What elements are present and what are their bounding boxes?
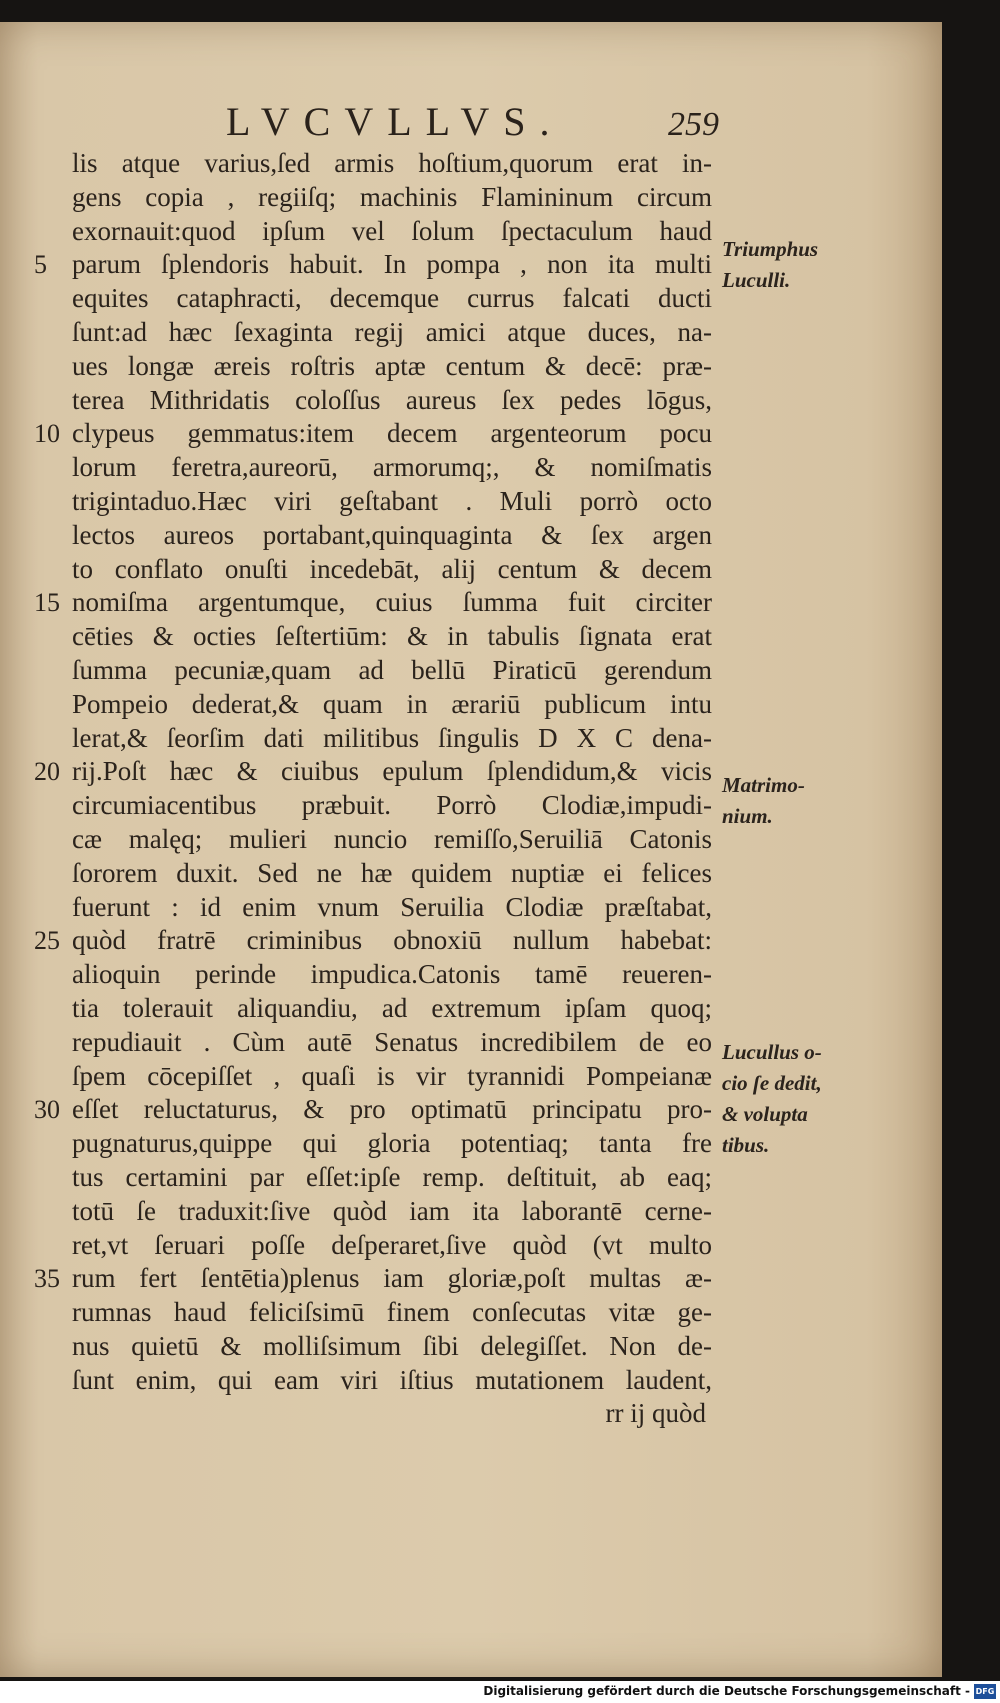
text-line: Pompeio dederat,& quam in ærariū publicum intu <box>72 688 712 719</box>
line-number: 10 <box>34 419 60 448</box>
marginal-note-lucullus <box>722 1037 852 1161</box>
note-line: cio ſe dedit, <box>722 1071 822 1095</box>
running-title: LVCVLLVS. <box>226 99 564 144</box>
text-line: ſpem cōcepiſſet , quaſi is vir tyrannidi Pompeianæ <box>72 1060 712 1091</box>
text-line: rumnas haud feliciſsimū finem conſecutas vitæ ge- <box>72 1297 712 1328</box>
text-line: tus certamini par eſſet:ipſe remp. deſtituit, ab eaq; <box>72 1161 712 1192</box>
funding-credit: Digitalisierung gefördert durch die Deutsche Forschungsgemeinschaft - <box>483 1684 970 1698</box>
text-line: rum fert ſentētia)plenus iam gloriæ,poſt multas æ- <box>72 1263 712 1294</box>
text-line: totū ſe traduxit:ſive quòd iam ita laborantē cerne- <box>72 1195 712 1226</box>
note-line: Triumphus <box>722 237 819 261</box>
line-number: 15 <box>34 588 60 617</box>
text-line: lerat,& ſeorſim dati militibus ſingulis D X C dena- <box>72 722 712 753</box>
line-number: 5 <box>34 250 47 279</box>
text-line: pugnaturus,quippe qui gloria potentiaq; tanta fre <box>72 1128 712 1159</box>
book-page <box>0 22 942 1677</box>
page-number: 259 <box>668 106 719 143</box>
text-line: eſſet reluctaturus, & pro optimatū principatu pro- <box>72 1094 712 1125</box>
text-line: clypeus gemmatus:item decem argenteorum pocu <box>72 418 712 449</box>
text-line: to conflato onuſti incedebāt, alij centum & decem <box>72 553 712 584</box>
text-line: ſunt:ad hæc ſexaginta regij amici atque duces, na- <box>72 316 712 347</box>
text-line: cæ malęq; mulieri nuncio remiſſo,Seruiliā Catonis <box>72 823 712 854</box>
text-line: lorum feretra,aureorū, armorumq;, & nomiſmatis <box>72 452 712 483</box>
line-number: 20 <box>34 757 60 786</box>
text-line: ues longæ æreis roſtris aptæ centum & decē: præ- <box>72 350 712 381</box>
note-line: Matrimo- <box>722 773 805 797</box>
note-line: Lucullus o- <box>722 1040 822 1064</box>
line-number-column <box>0 22 60 1522</box>
text-line: rij.Poſt hæc & ciuibus epulum ſplendidum,& vicis <box>72 756 712 787</box>
line-number: 25 <box>34 926 60 955</box>
text-line: trigintaduo.Hæc viri geſtabant . Muli porrò octo <box>72 485 712 516</box>
line-number: 30 <box>34 1095 60 1124</box>
text-line: ſumma pecuniæ,quam ad bellū Piraticū gerendum <box>72 654 712 685</box>
note-line: & volupta <box>722 1102 808 1126</box>
funding-footer <box>0 1681 1000 1703</box>
text-line: gens copia , regiiſq; machinis Flamininum circum <box>72 181 712 212</box>
text-line: tia tolerauit aliquandiu, ad extremum ipſam quoq; <box>72 992 712 1023</box>
marginal-note-matrimonium <box>722 770 852 832</box>
text-line: lis atque varius,ſed armis hoſtium,quorum erat in- <box>72 148 712 178</box>
line-number: 35 <box>34 1264 60 1293</box>
text-line: quòd fratrē criminibus obnoxiū nullum habebat: <box>72 925 712 956</box>
marginal-notes <box>722 22 852 1522</box>
text-line: ſororem duxit. Sed ne hæ quidem nuptiæ ei felices <box>72 857 712 888</box>
text-line: nomiſma argentumque, cuius ſumma fuit circiter <box>72 587 712 618</box>
marginal-note-triumphus <box>722 234 852 296</box>
dfg-logo: DFG <box>974 1684 996 1699</box>
text-line: equites cataphracti, decemque currus falcati ducti <box>72 283 712 314</box>
text-line: circumiacentibus præbuit. Porrò Clodiæ,impudi- <box>72 790 712 821</box>
text-line: nus quietū & molliſsimum ſibi delegiſſet. Non de- <box>72 1330 712 1361</box>
text-line: terea Mithridatis coloſſus aureus ſex pedes lōgus, <box>72 384 712 415</box>
text-line: repudiauit . Cùm autē Senatus incredibilem de eo <box>72 1026 712 1057</box>
text-line: exornauit:quod ipſum vel ſolum ſpectaculum haud <box>72 215 712 246</box>
catchword-line: rr ij quòd <box>605 1398 706 1429</box>
text-line: parum ſplendoris habuit. In pompa , non ita multi <box>72 249 712 280</box>
text-line: ret,vt ſeruari poſſe deſperaret,ſive quòd (vt multo <box>72 1229 712 1260</box>
text-line: fuerunt : id enim vnum Seruilia Clodiæ præſtabat, <box>72 891 712 922</box>
text-line: ſunt enim, qui eam viri iſtius mutationem laudent, <box>72 1364 712 1395</box>
note-line: nium. <box>722 804 773 828</box>
note-line: tibus. <box>722 1133 770 1157</box>
text-line: cēties & octies ſeſtertiūm: & in tabulis ſignata erat <box>72 621 712 652</box>
text-line: alioquin perinde impudica.Catonis tamē reueren- <box>72 959 712 990</box>
text-line: lectos aureos portabant,quinquaginta & ſex argen <box>72 519 712 550</box>
note-line: Luculli. <box>722 268 791 292</box>
main-text-block <box>72 147 712 1431</box>
